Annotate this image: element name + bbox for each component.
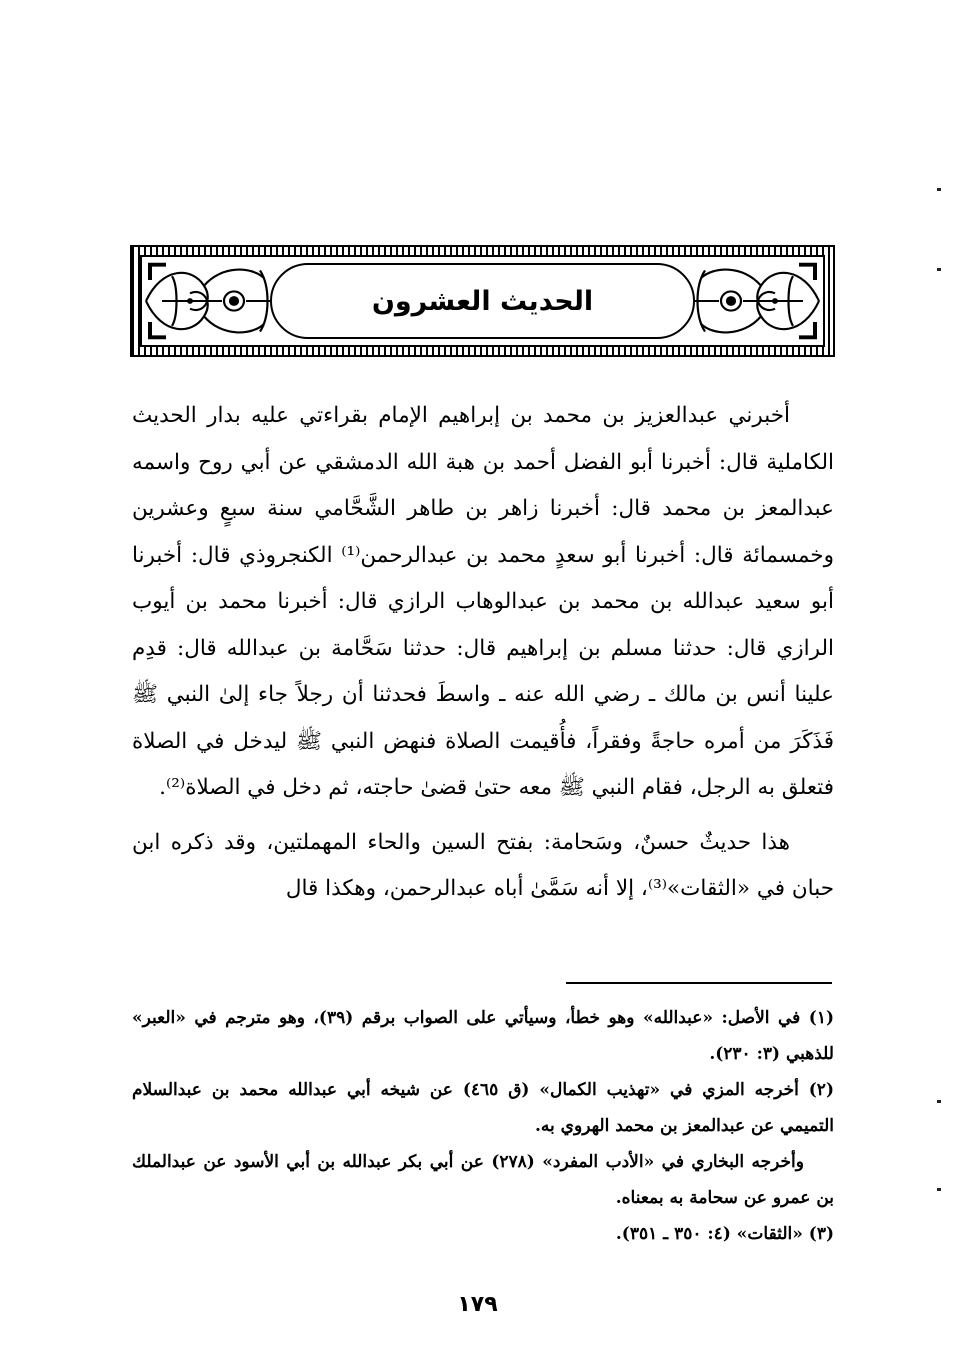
footnote-2: (٢) أخرجه المزي في «تهذيب الكمال» (ق ٤٦٥) عن شيخه أبي عبدالله محمد بن عبدالسلام التميمي عن عبدالمعز بن محمد الهروي به. bbox=[132, 1080, 834, 1136]
chapter-header-banner bbox=[130, 245, 835, 357]
banner-inner-frame bbox=[140, 255, 825, 347]
arabesque-ornament-right bbox=[673, 257, 823, 345]
chapter-title: الحديث العشرون bbox=[371, 285, 594, 317]
margin-speck bbox=[937, 268, 941, 271]
footnote-2-continued: وأخرجه البخاري في «الأدب المفرد» (٢٧٨) عن أبي بكر عبدالله بن أبي الأسود عن عبدالملك بن عمرو عن سحامة به بمعناه. bbox=[132, 1152, 834, 1208]
footnote-separator bbox=[566, 982, 832, 984]
chapter-title-cartouche bbox=[270, 263, 695, 339]
footnote-3: (٣) «الثقات» (٤: ٣٥٠ ـ ٣٥١). bbox=[615, 1224, 834, 1244]
margin-speck bbox=[937, 188, 941, 191]
hadith-paragraph: أخبرني عبدالعزيز بن محمد بن إبراهيم الإمام بقراءتي عليه بدار الحديث الكاملية قال: أخبرنا أبو الفضل أحمد بن هبة الله الدمشقي عن أبي روح واسمه عبدالمعز بن محمد قال: أخبرنا زاهر بن طاهر الشَّحَّامي سنة سبعٍ وعشرين وخمسمائة قال: أخبرنا أبو سعدٍ محمد بن عبدالرحمن⁽¹⁾ الكنجروذي قال: أخبرنا أبو سعيد عبدالله بن محمد بن عبدالوهاب الرازي قال: أخبرنا محمد بن أيوب الرازي قال: حدثنا مسلم بن إبراهيم قال: حدثنا سَحَّامة بن عبدالله قال: قدِم علينا أنس بن مالك ـ رضي الله عنه ـ واسطَ فحدثنا أن رجلاً جاء إلىٰ النبي ﷺ فَذَكَرَ من أمره حاجةً وفقراً، فأُقيمت الصلاة فنهض النبي ﷺ ليدخل في الصلاة فتعلق به الرجل، فقام النبي ﷺ معه حتىٰ قضىٰ حاجته، ثم دخل في الصلاة⁽²⁾. bbox=[132, 403, 834, 800]
margin-speck bbox=[937, 1188, 941, 1191]
margin-speck bbox=[937, 1100, 941, 1103]
page-number: ١٧٩ bbox=[457, 1292, 498, 1317]
footnotes bbox=[132, 1000, 834, 1252]
footnote-1: (١) في الأصل: «عبدالله» وهو خطأ، وسيأتي على الصواب برقم (٣٩)، وهو مترجم في «العبر» للذهبي (٣: ٢٣٠). bbox=[132, 1008, 834, 1064]
main-text bbox=[132, 393, 834, 913]
commentary-paragraph: هذا حديثٌ حسنٌ، وسَحامة: بفتح السين والحاء المهملتين، وقد ذكره ابن حبان في «الثقات»⁽³⁾، إلا أنه سَمَّىٰ أباه عبدالرحمن، وهكذا قال bbox=[132, 829, 834, 901]
